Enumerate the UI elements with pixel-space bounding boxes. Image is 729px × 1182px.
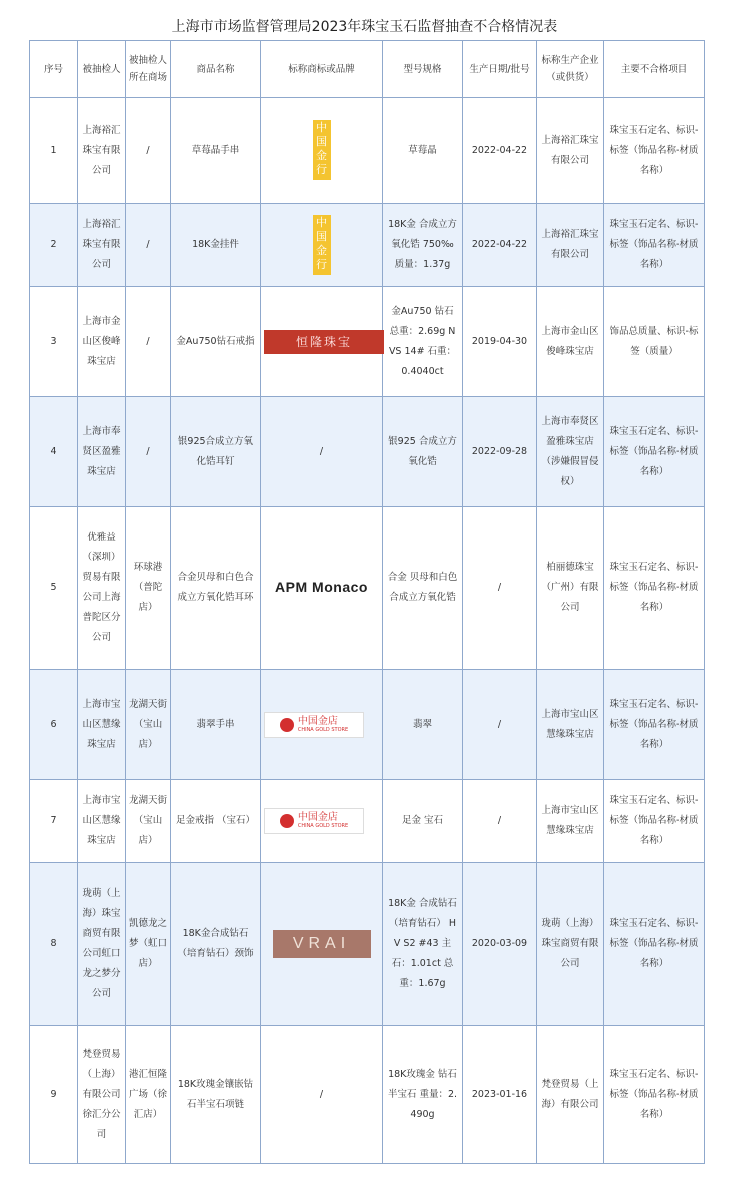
logo-char: 金 [316, 243, 327, 257]
cell-defect: 珠宝玉石定名、标识-标签（饰品名称-材质名称） [604, 397, 705, 507]
cell-defect: 珠宝玉石定名、标识-标签（饰品名称-材质名称） [604, 780, 705, 863]
cell-maker: 梵登贸易（上海）有限公司 [537, 1026, 604, 1164]
report-table [29, 40, 705, 1164]
col-header-defect: 主要不合格项目 [604, 41, 705, 98]
cell-inspected: 上海市奉贤区盈雅珠宝店 [78, 397, 126, 507]
cell-date: 2019-04-30 [463, 287, 537, 397]
cell-no: 7 [30, 780, 78, 863]
cell-mall: / [126, 98, 171, 204]
cell-model: 18K金 合成立方氧化锆 750‰ 质量：1.37g [383, 204, 463, 287]
cell-date: 2020-03-09 [463, 863, 537, 1026]
cell-no: 9 [30, 1026, 78, 1164]
cell-defect: 珠宝玉石定名、标识-标签（饰品名称-材质名称） [604, 1026, 705, 1164]
table-row [30, 1026, 705, 1164]
cell-model: 银925 合成立方氧化锆 [383, 397, 463, 507]
col-header-date: 生产日期/批号 [463, 41, 537, 98]
col-header-brand: 标称商标或品牌 [261, 41, 383, 98]
cell-product: 银925合成立方氧化锆耳钉 [171, 397, 261, 507]
zhongguo-jinhang-logo [313, 215, 331, 275]
cell-mall: / [126, 287, 171, 397]
cell-brand [261, 287, 383, 397]
cell-maker: 上海市宝山区慧缘珠宝店 [537, 780, 604, 863]
cell-mall: 环球港（普陀店） [126, 507, 171, 670]
cell-brand [261, 204, 383, 287]
cell-product: 足金戒指 （宝石） [171, 780, 261, 863]
vrai-logo: VRAI [273, 930, 371, 958]
cell-brand: / [261, 397, 383, 507]
cell-no: 3 [30, 287, 78, 397]
cell-mall: 龙湖天街（宝山店） [126, 780, 171, 863]
cell-model: 金Au750 钻石 总重：2.69g N VS 14# 石重：0.4040ct [383, 287, 463, 397]
table-row [30, 780, 705, 863]
cell-inspected: 上海市宝山区慧缘珠宝店 [78, 670, 126, 780]
col-header-inspected: 被抽检人 [78, 41, 126, 98]
cell-brand [261, 670, 383, 780]
cell-date: / [463, 670, 537, 780]
china-gold-store-cn: 中国金店 [297, 715, 338, 727]
cell-date: 2022-04-22 [463, 98, 537, 204]
cell-product: 金Au750钻石戒指 [171, 287, 261, 397]
cell-brand [261, 507, 383, 670]
cell-maker: 上海市宝山区慧缘珠宝店 [537, 670, 604, 780]
cell-product: 翡翠手串 [171, 670, 261, 780]
cell-model: 18K玫瑰金 钻石 半宝石 重量：2.490g [383, 1026, 463, 1164]
cell-mall: 港汇恒隆广场（徐汇店） [126, 1026, 171, 1164]
china-gold-emblem-icon [280, 814, 294, 828]
cell-no: 2 [30, 204, 78, 287]
zhongguo-jinhang-logo [313, 120, 331, 180]
cell-no: 8 [30, 863, 78, 1026]
cell-brand [261, 863, 383, 1026]
col-header-product: 商品名称 [171, 41, 261, 98]
cell-product: 18K金挂件 [171, 204, 261, 287]
table-row [30, 507, 705, 670]
table-row [30, 287, 705, 397]
col-header-maker: 标称生产企业（或供货） [537, 41, 604, 98]
cell-model: 合金 贝母和白色合成立方氧化锆 [383, 507, 463, 670]
cell-defect: 珠宝玉石定名、标识-标签（饰品名称-材质名称） [604, 863, 705, 1026]
logo-char: 国 [316, 229, 327, 243]
cell-maker: 珑萌（上海）珠宝商贸有限公司 [537, 863, 604, 1026]
cell-maker: 柏丽德珠宝（广州）有限公司 [537, 507, 604, 670]
cell-mall: / [126, 204, 171, 287]
cell-brand: / [261, 1026, 383, 1164]
cell-product: 草莓晶手串 [171, 98, 261, 204]
table-row [30, 98, 705, 204]
col-header-mall: 被抽检人所在商场 [126, 41, 171, 98]
cell-brand [261, 780, 383, 863]
cell-mall: 凯德龙之梦（虹口店） [126, 863, 171, 1026]
china-gold-emblem-icon [280, 718, 294, 732]
cell-mall: / [126, 397, 171, 507]
cell-model: 翡翠 [383, 670, 463, 780]
cell-inspected: 上海裕汇珠宝有限公司 [78, 98, 126, 204]
cell-inspected: 梵登贸易（上海）有限公司徐汇分公司 [78, 1026, 126, 1164]
logo-char: 行 [316, 257, 327, 271]
china-gold-store-logo [264, 712, 364, 738]
cell-brand [261, 98, 383, 204]
cell-no: 5 [30, 507, 78, 670]
cell-no: 1 [30, 98, 78, 204]
cell-inspected: 上海裕汇珠宝有限公司 [78, 204, 126, 287]
table-row [30, 397, 705, 507]
logo-char: 中 [316, 215, 327, 229]
cell-defect: 珠宝玉石定名、标识-标签（饰品名称-材质名称） [604, 670, 705, 780]
cell-inspected: 上海市金山区俊峰珠宝店 [78, 287, 126, 397]
cell-maker: 上海市金山区俊峰珠宝店 [537, 287, 604, 397]
cell-defect: 珠宝玉石定名、标识-标签（饰品名称-材质名称） [604, 204, 705, 287]
cell-maker: 上海裕汇珠宝有限公司 [537, 204, 604, 287]
china-gold-store-en: CHINA GOLD STORE [297, 823, 349, 829]
cell-product: 合金贝母和白色合成立方氧化锆耳环 [171, 507, 261, 670]
logo-char: 金 [316, 149, 327, 162]
china-gold-store-en: CHINA GOLD STORE [297, 726, 349, 733]
cell-defect: 饰品总质量、标识-标签（质量） [604, 287, 705, 397]
cell-product: 18K金合成钻石（培育钻石）颈饰 [171, 863, 261, 1026]
cell-maker: 上海市奉贤区盈雅珠宝店（涉嫌假冒侵权） [537, 397, 604, 507]
col-header-no: 序号 [30, 41, 78, 98]
cell-date: 2023-01-16 [463, 1026, 537, 1164]
henglong-jewelry-logo: 恒隆珠宝 [264, 330, 384, 354]
cell-inspected: 优雅益（深圳）贸易有限公司上海普陀区分公司 [78, 507, 126, 670]
cell-date: / [463, 507, 537, 670]
cell-date: 2022-04-22 [463, 204, 537, 287]
logo-char: 行 [316, 163, 327, 176]
cell-inspected: 上海市宝山区慧缘珠宝店 [78, 780, 126, 863]
cell-no: 6 [30, 670, 78, 780]
china-gold-store-logo [264, 808, 364, 834]
cell-inspected: 珑萌（上海）珠宝商贸有限公司虹口龙之梦分公司 [78, 863, 126, 1026]
table-row [30, 863, 705, 1026]
cell-maker: 上海裕汇珠宝有限公司 [537, 98, 604, 204]
cell-product: 18K玫瑰金镶嵌钻石半宝石项链 [171, 1026, 261, 1164]
cell-model: 草莓晶 [383, 98, 463, 204]
logo-char: 中 [316, 121, 327, 134]
cell-model: 足金 宝石 [383, 780, 463, 863]
cell-mall: 龙湖天街（宝山店） [126, 670, 171, 780]
table-row [30, 204, 705, 287]
table-row [30, 670, 705, 780]
cell-defect: 珠宝玉石定名、标识-标签（饰品名称-材质名称） [604, 507, 705, 670]
cell-date: / [463, 780, 537, 863]
china-gold-store-cn: 中国金店 [297, 812, 338, 823]
cell-date: 2022-09-28 [463, 397, 537, 507]
cell-no: 4 [30, 397, 78, 507]
col-header-model: 型号规格 [383, 41, 463, 98]
cell-model: 18K金 合成钻石（培育钻石） H V S2 #43 主石：1.01ct 总重：1.67g [383, 863, 463, 1026]
apm-monaco-logo: APM Monaco [275, 578, 368, 595]
logo-char: 国 [316, 135, 327, 148]
page-title: 上海市市场监督管理局2023年珠宝玉石监督抽查不合格情况表 [171, 19, 558, 35]
table-header-row [30, 41, 705, 98]
cell-defect: 珠宝玉石定名、标识-标签（饰品名称-材质名称） [604, 98, 705, 204]
